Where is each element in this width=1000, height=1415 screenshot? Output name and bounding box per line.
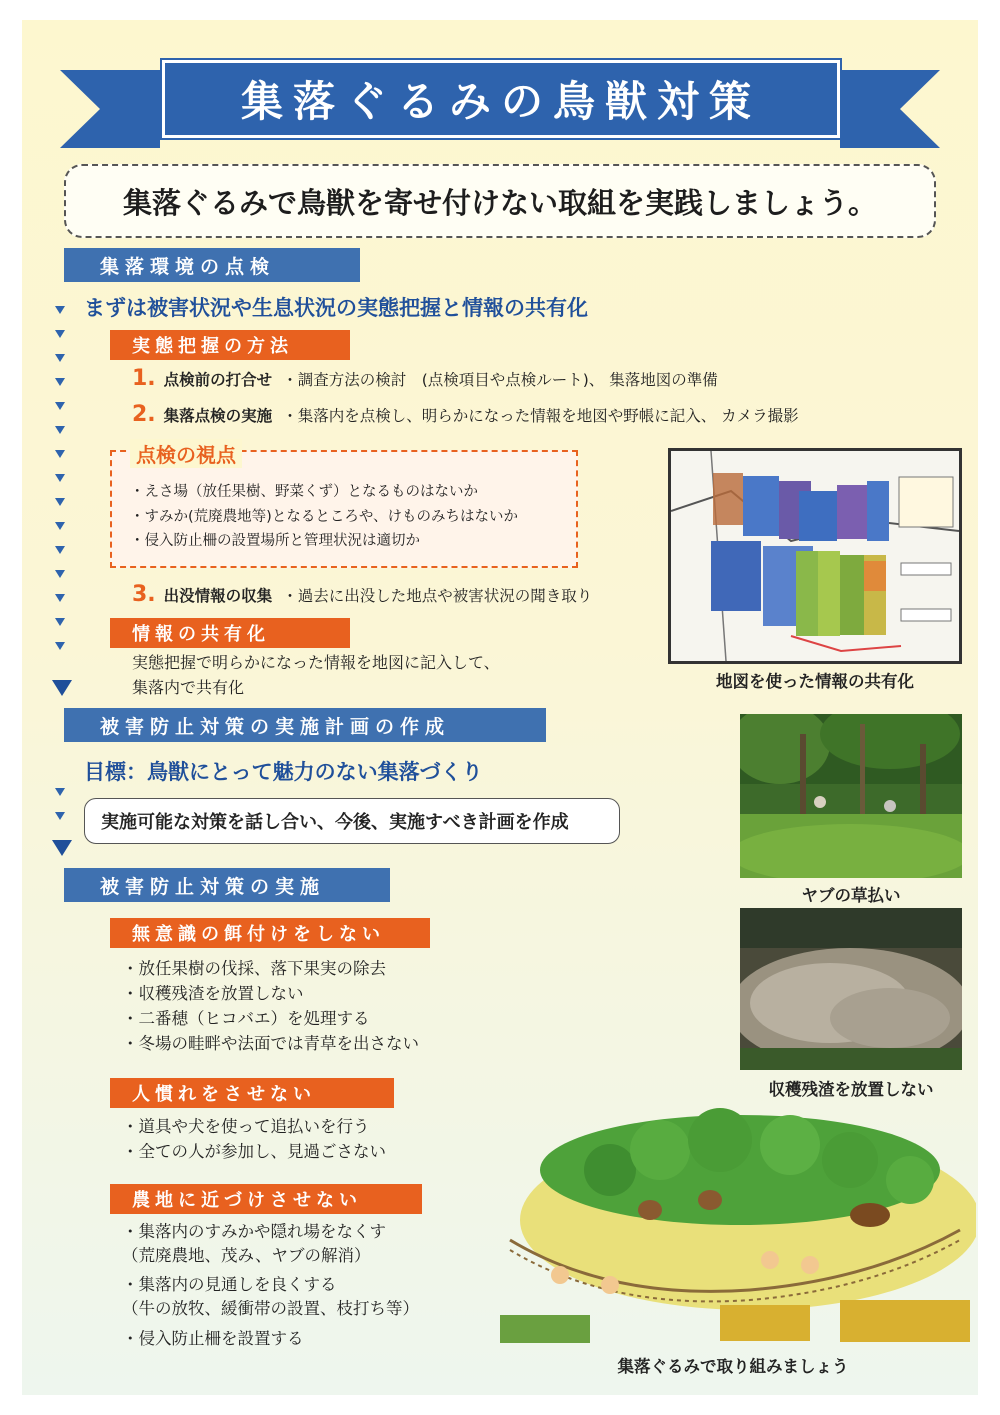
village-map-image [668, 448, 962, 664]
ribbon-left-tail [60, 70, 160, 148]
approach-item: （牛の放牧、緩衝帯の設置、枝打ち等） [122, 1299, 419, 1318]
step-3 [132, 582, 592, 607]
method-heading: 実態把握の方法 [110, 330, 350, 360]
crop-residue-image [740, 908, 962, 1070]
section1-headline: まずは被害状況や生息状況の実態把握と情報の共有化 [84, 296, 588, 320]
plan-box [84, 798, 620, 844]
title-banner [162, 60, 840, 138]
step-2 [132, 402, 799, 427]
viewpoint-item: ・侵入防止柵の設置場所と管理状況は適切か [130, 533, 420, 549]
crop-residue-photo [740, 908, 962, 1070]
share-line-1: 実態把握で明らかになった情報を地図に記入して、 [132, 653, 500, 672]
big-arrow-down-icon [52, 840, 72, 856]
step-number: 3. [132, 582, 156, 607]
approach-item: ・集落内のすみかや隠れ場をなくす [122, 1222, 386, 1241]
slogan-text: 集落ぐるみで鳥獣を寄せ付けない取組を実践しましょう。 [122, 185, 877, 220]
step-label: 集落点検の実施 [163, 407, 273, 425]
arrow-down-icon [55, 474, 65, 482]
page-title: 集落ぐるみの鳥獣対策 [240, 77, 761, 126]
arrow-down-icon [55, 642, 65, 650]
viewpoint-item: ・すみか(荒廃農地等)となるところや、けものみちはないか [130, 509, 519, 525]
arrow-down-icon [55, 330, 65, 338]
section-heading-implementation: 被害防止対策の実施 [64, 868, 390, 902]
photo1-caption: ヤブの草払い [801, 886, 901, 905]
arrow-down-icon [55, 378, 65, 386]
poster [22, 20, 978, 1395]
group-heading-feeding: 無意識の餌付けをしない [110, 918, 430, 948]
map-caption: 地図を使った情報の共有化 [716, 672, 914, 691]
step-1 [132, 366, 718, 391]
flow-arrows-2 [55, 788, 65, 836]
illustration-caption: 集落ぐるみで取り組みましょう [617, 1357, 849, 1376]
arrow-down-icon [55, 522, 65, 530]
village-illustration-image [490, 1100, 976, 1346]
village-illustration [490, 1100, 976, 1346]
arrow-down-icon [55, 426, 65, 434]
arrow-down-icon [55, 618, 65, 626]
map-illustration [671, 451, 959, 661]
step-label: 点検前の打合せ [163, 371, 273, 389]
photo2-caption: 収穫残渣を放置しない [768, 1080, 934, 1099]
group-heading-habituation: 人慣れをさせない [110, 1078, 394, 1108]
arrow-down-icon [55, 788, 65, 796]
ribbon-right-tail [840, 70, 940, 148]
viewpoint-item: ・えさ場（放任果樹、野菜くず）となるものはないか [130, 484, 478, 500]
arrow-down-icon [55, 354, 65, 362]
approach-item: ・侵入防止柵を設置する [122, 1329, 304, 1348]
feeding-item: ・冬場の畦畔や法面では青草を出さない [122, 1034, 419, 1053]
arrow-down-icon [55, 306, 65, 314]
group-heading-approach: 農地に近づけさせない [110, 1184, 422, 1214]
share-line-2: 集落内で共有化 [132, 678, 245, 697]
plan-box-text: 実施可能な対策を話し合い、今後、実施すべき計画を作成 [101, 812, 569, 833]
feeding-item: ・収穫残渣を放置しない [122, 984, 304, 1003]
slogan-box [64, 164, 936, 238]
step-number: 2. [132, 402, 156, 427]
section-heading-plan: 被害防止対策の実施計画の作成 [64, 708, 546, 742]
share-heading: 情報の共有化 [110, 618, 350, 648]
step-detail: ・調査方法の検討 (点検項目や点検ルート)、 集落地図の準備 [282, 371, 718, 389]
arrow-down-icon [55, 570, 65, 578]
approach-item: ・集落内の見通しを良くする [122, 1275, 337, 1294]
big-arrow-down-icon [52, 680, 72, 696]
arrow-down-icon [55, 546, 65, 554]
section-heading-inspection: 集落環境の点検 [64, 248, 360, 282]
approach-item: （荒廃農地、茂み、ヤブの解消） [122, 1246, 371, 1265]
arrow-down-icon [55, 594, 65, 602]
feeding-item: ・二番穂（ヒコバエ）を処理する [122, 1009, 370, 1028]
arrow-down-icon [55, 450, 65, 458]
feeding-item: ・放任果樹の伐採、落下果実の除去 [122, 959, 386, 978]
step-detail: ・過去に出没した地点や被害状況の聞き取り [282, 587, 593, 605]
step-number: 1. [132, 366, 156, 391]
step-detail: ・集落内を点検し、明らかになった情報を地図や野帳に記入、 カメラ撮影 [282, 407, 799, 425]
habituation-item: ・全ての人が参加し、見過ごさない [122, 1142, 386, 1161]
flow-arrows-1 [55, 306, 65, 666]
arrow-down-icon [55, 812, 65, 820]
bush-clearing-photo [740, 714, 962, 878]
bush-clearing-image [740, 714, 962, 878]
viewpoint-title: 点検の視点 [130, 439, 242, 468]
step-label: 出没情報の収集 [163, 587, 273, 605]
habituation-item: ・道具や犬を使って追払いを行う [122, 1117, 370, 1136]
section2-headline: 目標：鳥獣にとって魅力のない集落づくり [84, 760, 483, 784]
arrow-down-icon [55, 402, 65, 410]
arrow-down-icon [55, 498, 65, 506]
